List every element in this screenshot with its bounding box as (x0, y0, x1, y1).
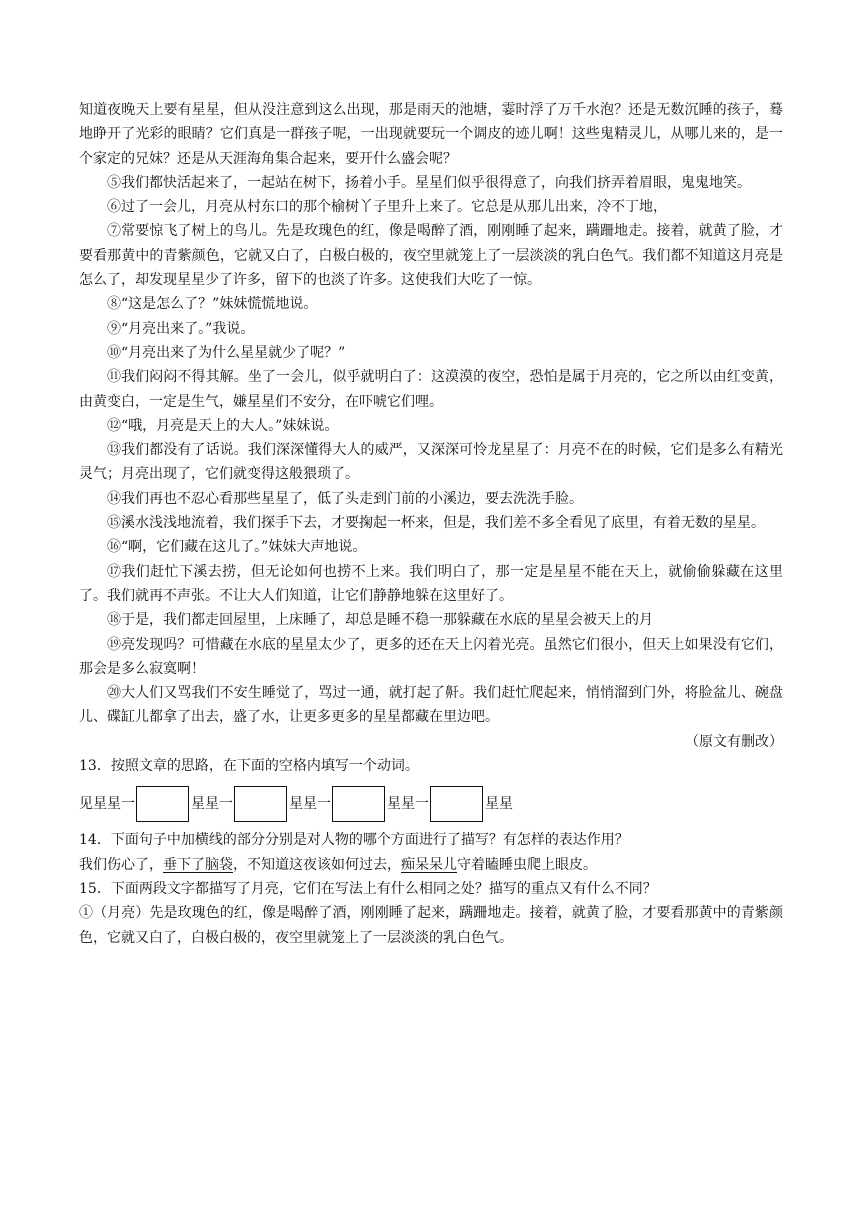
q14-part-3: 守着瞌睡虫爬上眼皮。 (457, 856, 597, 873)
q13-word-2: 星星一 (191, 796, 233, 813)
paragraph-10: ⑩“月亮出来了为什么星星就少了呢？” (107, 344, 346, 361)
paragraph-14: ⑭我们再也不忍心看那些星星了，低了头走到门前的小溪边，要去洗洗手脸。 (107, 490, 583, 507)
paragraph-16: ⑯“啊，它们藏在这儿了。”妹妹大声地说。 (107, 539, 367, 556)
q14-sentence (79, 853, 783, 877)
question-14: 14．下面句子中加横线的部分分别是对人物的哪个方面进行了描写？有怎样的表达作用？ (79, 832, 629, 849)
paragraph-15: ⑮溪水浅浅地流着，我们探手下去，才要掬起一杯来，但是，我们差不多全看见了底里，有着无数的星星。 (107, 515, 765, 532)
q13-blank-3[interactable] (332, 786, 385, 822)
q13-blank-2[interactable] (234, 786, 287, 822)
paragraph-18: ⑱于是，我们都走回屋里，上床睡了，却总是睡不稳一那躲藏在水底的星星会被天上的月 (107, 612, 653, 629)
q13-word-4: 星星一 (387, 796, 429, 813)
q13-word-1: 见星星一 (79, 796, 135, 813)
q13-fill-row (79, 782, 783, 826)
paragraph-9: ⑨“月亮出来了。”我说。 (107, 320, 255, 337)
question-13: 13．按照文章的思路，在下面的空格内填写一个动词。 (79, 758, 419, 775)
paragraph-12: ⑫“哦，月亮是天上的大人。”妹妹说。 (107, 417, 339, 434)
q13-word-3: 星星一 (289, 796, 331, 813)
source-note: （原文有删改） (685, 733, 783, 750)
paragraph-8: ⑧“这是怎么了？”妹妹慌慌地说。 (107, 296, 318, 313)
q14-part-1: 我们伤心了， (79, 856, 163, 873)
q13-blank-1[interactable] (136, 786, 189, 822)
document-page (79, 98, 783, 950)
question-15: 15．下面两段文字都描写了月亮，它们在写法上有什么相同之处？描写的重点又有什么不同？ (79, 880, 657, 897)
q14-underline-2: 痴呆呆儿 (401, 856, 457, 873)
q14-underline-1: 垂下了脑袋 (163, 856, 233, 873)
passage-lead: 知道夜晚天上要有星星，但从没注意到这么出现，那是雨天的池塘，霎时浮了万千水泡？还是无数沉睡的孩子，蓦地睁开了光彩的眼睛？它们真是一群孩子呢，一出现就要玩一个调皮的迹儿啊！这些鬼精灵儿，从哪儿来的，是一个家定的兄妹？还是从天涯海角集合起来，要开什么盛会呢？ (79, 102, 783, 167)
paragraph-5: ⑤我们都快活起来了，一起站在树下，扬着小手。星星们似乎很得意了，向我们挤弄着眉眼，鬼鬼地笑。 (107, 174, 751, 191)
paragraph-20: ⑳大人们又骂我们不安生睡觉了，骂过一通，就打起了鼾。我们赶忙爬起来，悄悄溜到门外，将脸盆儿、碗盘儿、碟缸儿都拿了出去，盛了水，让更多更多的星星都藏在里边吧。 (79, 685, 783, 726)
paragraph-7: ⑦常要惊飞了树上的鸟儿。先是玫瑰色的红，像是喝醉了酒，刚刚睡了起来，蹒跚地走。接着，就黄了脸，才要看那黄中的青紫颜色，它就又白了，白极白极的，夜空里就笼上了一层淡淡的乳白色气。我们都不知道这月亮是怎么了，却发现星星少了许多，留下的也淡了许多。这使我们大吃了一惊。 (79, 223, 783, 289)
q13-blank-4[interactable] (430, 786, 483, 822)
paragraph-6: ⑥过了一会儿，月亮从村东口的那个榆树丫子里升上来了。它总是从那儿出来，冷不丁地， (107, 199, 667, 216)
paragraph-11: ⑪我们闷闷不得其解。坐了一会儿，似乎就明白了：这漠漠的夜空，恐怕是属于月亮的，它之所以由红变黄，由黄变白，一定是生气，嫌星星们不安分，在吓唬它们哩。 (79, 369, 783, 410)
paragraph-17: ⑰我们赶忙下溪去捞，但无论如何也捞不上来。我们明白了，那一定是星星不能在天上，就偷偷躲藏在这里了。我们就再不声张。不让大人们知道，让它们静静地躲在这里好了。 (79, 563, 783, 604)
q15-excerpt: ①（月亮）先是玫瑰色的红，像是喝醉了酒，刚刚睡了起来，蹒跚地走。接着，就黄了脸，才要看那黄中的青紫颜色，它就又白了，白极白极的，夜空里就笼上了一层淡淡的乳白色气。 (79, 905, 783, 946)
q14-part-2: ，不知道这夜该如何过去， (233, 856, 401, 873)
paragraph-19: ⑲亮发现吗？可惜藏在水底的星星太少了，更多的还在天上闪着光亮。虽然它们很小，但天上如果没有它们，那会是多么寂寞啊！ (79, 636, 783, 677)
q13-word-5: 星星 (485, 796, 513, 813)
paragraph-13: ⑬我们都没有了话说。我们深深懂得大人的威严，又深深可怜龙星星了：月亮不在的时候，它们是多么有精光灵气；月亮出现了，它们就变得这般猥琐了。 (79, 442, 783, 483)
